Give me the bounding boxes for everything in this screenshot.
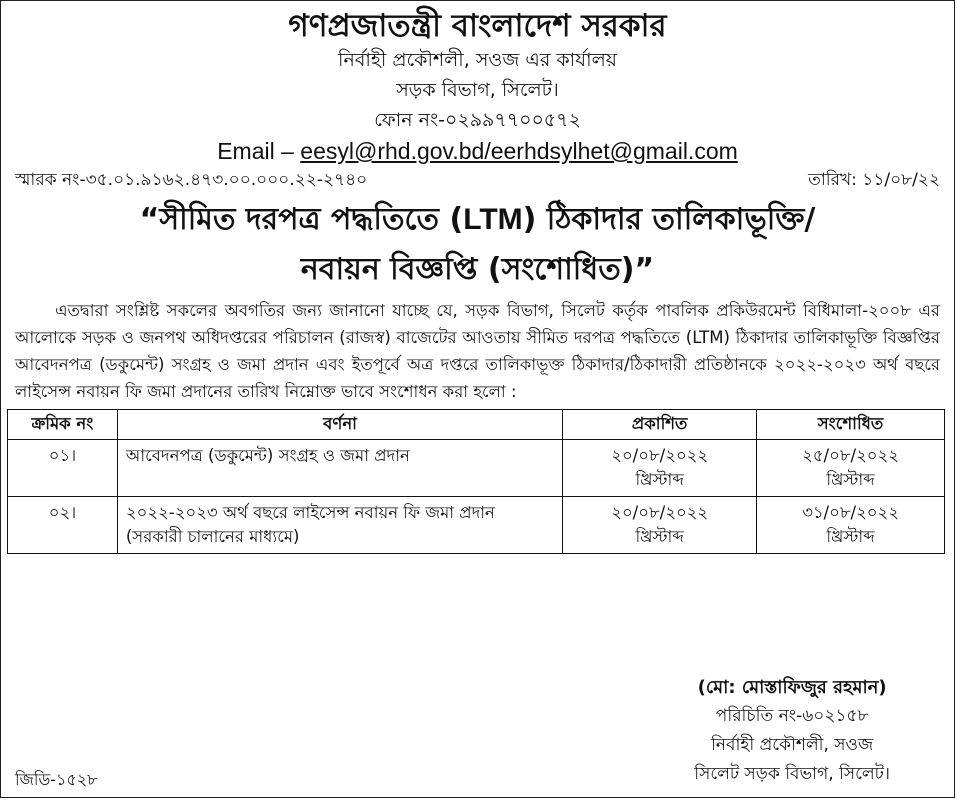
- issue-date: তারিখ: ১১/০৮/২২: [808, 170, 940, 190]
- notice-body: এতদ্বারা সংশ্লিষ্ট সকলের অবগতির জন্য জানানো যাচ্ছে যে, সড়ক বিভাগ, সিলেট কর্তৃক পাবলিক প্রকিউরমেন্ট বিধিমালা-২০০৮ এর আলোকে সড়ক ও জনপথ অধিদপ্তরের পরিচালন (রাজস্ব) বাজেটের আওতায় সীমিত দরপত্র পদ্ধতিতে (LTM) ঠিকাদার তালিকাভূক্তি বিজ্ঞপ্তির আবেদনপত্র (ডকুমেন্ট) সংগ্রহ ও জমা প্রদান এবং ইতপূর্বে অত্র দপ্তরে তালিকাভূক্ত ঠিকাদার/ঠিকাদারী প্রতিষ্ঠানকে ২০২২-২০২৩ অর্থ বছরে লাইসেন্স নবায়ন ফি জমা প্রদানের তারিখ নিম্নোক্ত ভাবে সংশোধন করা হলো :: [15, 301, 940, 401]
- published-era: খ্রিস্টাব্দ: [635, 527, 684, 546]
- header-description: বর্ণনা: [117, 410, 562, 440]
- notice-title-line-1: [1, 195, 954, 245]
- revised-era: খ্রিস্টাব্দ: [826, 527, 875, 546]
- letterhead: [1, 7, 954, 167]
- row-revised: [757, 440, 945, 497]
- row-description: আবেদনপত্র (ডকুমেন্ট) সংগ্রহ ও জমা প্রদান: [117, 440, 562, 497]
- revised-era: খ্রিস্টাব্দ: [826, 470, 875, 489]
- row-published: [563, 497, 757, 554]
- row-revised: [757, 497, 945, 554]
- notice-title: [1, 195, 954, 295]
- published-date: ২০/০৮/২০২২: [611, 446, 709, 465]
- row-serial: ০১।: [8, 440, 118, 497]
- memo-number: স্মারক নং-৩৫.০১.৯১৬২.৪৭৩.০০.০০০.২২-২৭৪০: [15, 170, 368, 190]
- header-serial: ক্রমিক নং: [8, 410, 118, 440]
- table-header-row: [8, 410, 945, 440]
- email-label: Email –: [217, 138, 301, 164]
- published-date: ২০/০৮/২০২২: [611, 503, 709, 522]
- revised-date: ৩১/০৮/২০২২: [802, 503, 899, 522]
- title-part-b: ) ঠিকাদার তালিকাভূক্তি/: [522, 202, 816, 237]
- gd-number: জিডি-১৫২৮: [15, 770, 98, 789]
- government-title: গণপ্রজাতন্ত্রী বাংলাদেশ সরকার: [288, 8, 667, 44]
- title-part-a: “সীমিত দরপত্র পদ্ধতিতে (: [139, 202, 464, 237]
- row-description: ২০২২-২০২৩ অর্থ বছরে লাইসেন্স নবায়ন ফি জমা প্রদান (সরকারী চালানের মাধ্যমে): [117, 497, 562, 554]
- row-published: [563, 440, 757, 497]
- header-revised: সংশোধিত: [757, 410, 945, 440]
- title-ltm: LTM: [463, 203, 523, 236]
- notice-title-line-2: নবায়ন বিজ্ঞপ্তি (সংশোধিত)”: [300, 252, 655, 287]
- reference-row: [1, 167, 954, 193]
- office-name: নির্বাহী প্রকৌশলী, সওজ এর কার্যালয়: [338, 49, 617, 71]
- schedule-table: [7, 409, 945, 554]
- email-link[interactable]: eesyl@rhd.gov.bd/eerhdsylhet@gmail.com: [300, 138, 738, 164]
- revised-date: ২৫/০৮/২০২২: [802, 446, 899, 465]
- division-name: সড়ক বিভাগ, সিলেট।: [396, 79, 559, 101]
- table-row: [8, 440, 945, 497]
- signature-block: [694, 673, 890, 789]
- email-line: [1, 135, 954, 167]
- signatory-name: (মো: মোস্তাফিজুর রহমান): [697, 677, 887, 698]
- header-published: প্রকাশিত: [563, 410, 757, 440]
- table-row: [8, 497, 945, 554]
- phone-number: ফোন নং-০২৯৯৭৭০০৫৭২: [374, 109, 581, 131]
- signatory-designation: নির্বাহী প্রকৌশলী, সওজ: [711, 735, 874, 755]
- published-era: খ্রিস্টাব্দ: [635, 470, 684, 489]
- signatory-office: সিলেট সড়ক বিভাগ, সিলেট।: [694, 764, 890, 784]
- row-serial: ০২।: [8, 497, 118, 554]
- signatory-id: পরিচিতি নং-৬০২১৫৮: [715, 706, 869, 726]
